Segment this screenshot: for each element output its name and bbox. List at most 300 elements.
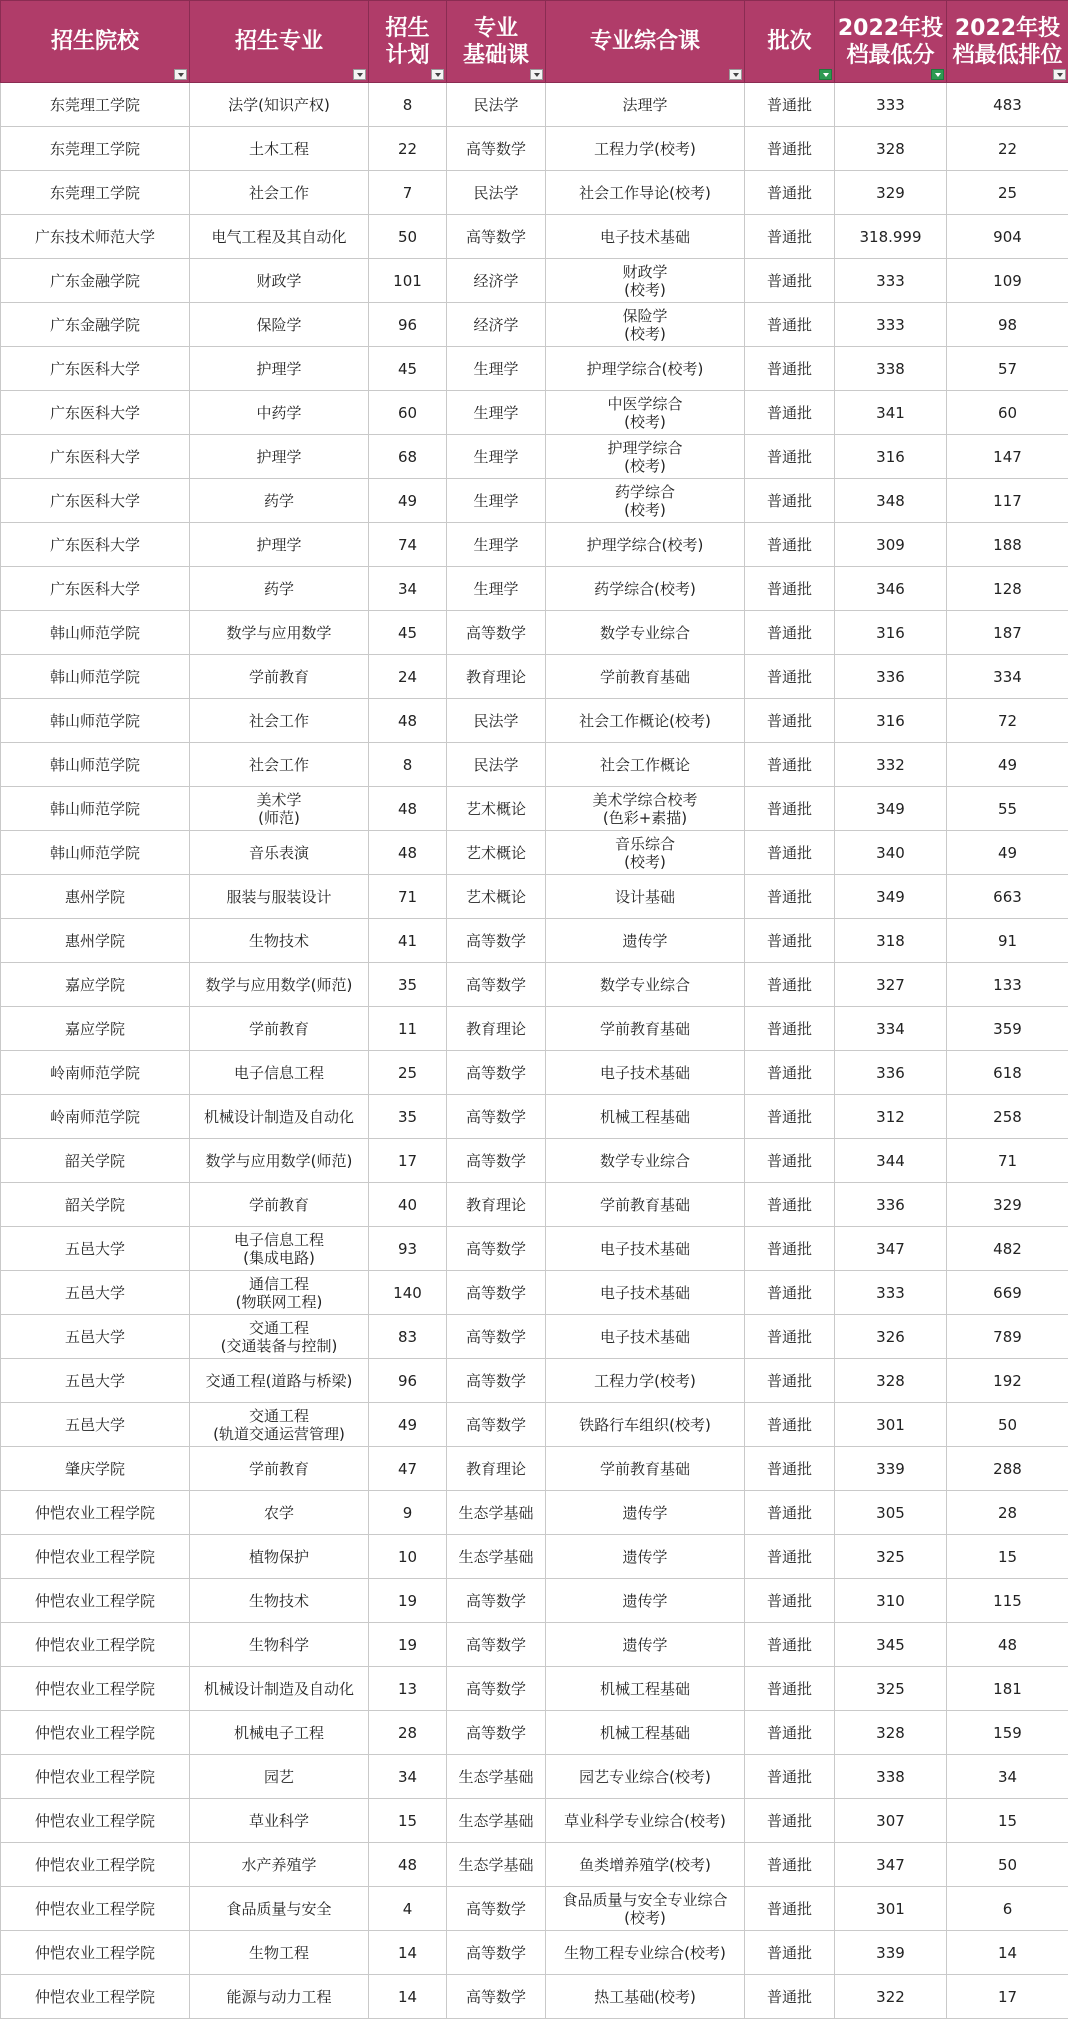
plan-cell[interactable]: 10 <box>369 1535 447 1579</box>
basic-course-cell[interactable]: 高等数学 <box>447 1975 546 2019</box>
min-score-cell[interactable]: 336 <box>835 1051 947 1095</box>
comprehensive-course-cell[interactable]: 工程力学(校考) <box>546 127 745 171</box>
min-rank-cell[interactable]: 49 <box>947 831 1068 875</box>
min-rank-cell[interactable]: 14 <box>947 1931 1068 1975</box>
min-score-cell[interactable]: 333 <box>835 83 947 127</box>
min-rank-cell[interactable]: 50 <box>947 1403 1068 1447</box>
school-cell[interactable]: 五邑大学 <box>1 1271 190 1315</box>
basic-course-cell[interactable]: 艺术概论 <box>447 787 546 831</box>
batch-cell[interactable]: 普通批 <box>745 1095 835 1139</box>
filter-active-icon[interactable] <box>819 69 832 80</box>
school-cell[interactable]: 五邑大学 <box>1 1403 190 1447</box>
min-rank-cell[interactable]: 904 <box>947 215 1068 259</box>
min-score-cell[interactable]: 316 <box>835 699 947 743</box>
min-rank-cell[interactable]: 22 <box>947 127 1068 171</box>
column-header-comprehensive-course[interactable] <box>546 1 745 83</box>
comprehensive-course-cell[interactable]: 机械工程基础 <box>546 1667 745 1711</box>
major-cell[interactable]: 生物技术 <box>190 1579 369 1623</box>
comprehensive-course-cell[interactable]: 药学综合(校考) <box>546 567 745 611</box>
basic-course-cell[interactable]: 高等数学 <box>447 1051 546 1095</box>
school-cell[interactable]: 广东医科大学 <box>1 567 190 611</box>
column-header-school[interactable] <box>1 1 190 83</box>
basic-course-cell[interactable]: 生理学 <box>447 479 546 523</box>
plan-cell[interactable]: 93 <box>369 1227 447 1271</box>
batch-cell[interactable]: 普通批 <box>745 1315 835 1359</box>
column-header-batch[interactable] <box>745 1 835 83</box>
school-cell[interactable]: 嘉应学院 <box>1 963 190 1007</box>
comprehensive-course-cell[interactable]: 学前教育基础 <box>546 655 745 699</box>
basic-course-cell[interactable]: 高等数学 <box>447 1271 546 1315</box>
basic-course-cell[interactable]: 教育理论 <box>447 1447 546 1491</box>
min-rank-cell[interactable]: 258 <box>947 1095 1068 1139</box>
min-rank-cell[interactable]: 159 <box>947 1711 1068 1755</box>
min-score-cell[interactable]: 329 <box>835 171 947 215</box>
min-score-cell[interactable]: 344 <box>835 1139 947 1183</box>
major-cell[interactable]: 护理学 <box>190 523 369 567</box>
school-cell[interactable]: 仲恺农业工程学院 <box>1 1843 190 1887</box>
school-cell[interactable]: 五邑大学 <box>1 1315 190 1359</box>
batch-cell[interactable]: 普通批 <box>745 787 835 831</box>
basic-course-cell[interactable]: 民法学 <box>447 171 546 215</box>
min-score-cell[interactable]: 307 <box>835 1799 947 1843</box>
comprehensive-course-cell[interactable]: 数学专业综合 <box>546 1139 745 1183</box>
min-score-cell[interactable]: 310 <box>835 1579 947 1623</box>
school-cell[interactable]: 广东医科大学 <box>1 435 190 479</box>
plan-cell[interactable]: 45 <box>369 347 447 391</box>
school-cell[interactable]: 仲恺农业工程学院 <box>1 1887 190 1931</box>
comprehensive-course-cell[interactable]: 学前教育基础 <box>546 1447 745 1491</box>
comprehensive-course-cell[interactable]: 工程力学(校考) <box>546 1359 745 1403</box>
major-cell[interactable]: 电气工程及其自动化 <box>190 215 369 259</box>
basic-course-cell[interactable]: 高等数学 <box>447 215 546 259</box>
comprehensive-course-cell[interactable]: 鱼类增养殖学(校考) <box>546 1843 745 1887</box>
major-cell[interactable]: 交通工程 (交通装备与控制) <box>190 1315 369 1359</box>
major-cell[interactable]: 美术学 (师范) <box>190 787 369 831</box>
basic-course-cell[interactable]: 生理学 <box>447 435 546 479</box>
batch-cell[interactable]: 普通批 <box>745 1227 835 1271</box>
min-rank-cell[interactable]: 34 <box>947 1755 1068 1799</box>
major-cell[interactable]: 水产养殖学 <box>190 1843 369 1887</box>
batch-cell[interactable]: 普通批 <box>745 1051 835 1095</box>
school-cell[interactable]: 东莞理工学院 <box>1 127 190 171</box>
min-score-cell[interactable]: 338 <box>835 1755 947 1799</box>
min-score-cell[interactable]: 334 <box>835 1007 947 1051</box>
min-rank-cell[interactable]: 109 <box>947 259 1068 303</box>
basic-course-cell[interactable]: 高等数学 <box>447 1711 546 1755</box>
basic-course-cell[interactable]: 高等数学 <box>447 1623 546 1667</box>
major-cell[interactable]: 保险学 <box>190 303 369 347</box>
basic-course-cell[interactable]: 高等数学 <box>447 1667 546 1711</box>
comprehensive-course-cell[interactable]: 社会工作导论(校考) <box>546 171 745 215</box>
batch-cell[interactable]: 普通批 <box>745 1359 835 1403</box>
major-cell[interactable]: 交通工程(道路与桥梁) <box>190 1359 369 1403</box>
batch-cell[interactable]: 普通批 <box>745 83 835 127</box>
school-cell[interactable]: 韩山师范学院 <box>1 655 190 699</box>
batch-cell[interactable]: 普通批 <box>745 1799 835 1843</box>
min-rank-cell[interactable]: 329 <box>947 1183 1068 1227</box>
min-rank-cell[interactable]: 50 <box>947 1843 1068 1887</box>
min-rank-cell[interactable]: 98 <box>947 303 1068 347</box>
min-rank-cell[interactable]: 482 <box>947 1227 1068 1271</box>
major-cell[interactable]: 机械设计制造及自动化 <box>190 1667 369 1711</box>
major-cell[interactable]: 园艺 <box>190 1755 369 1799</box>
plan-cell[interactable]: 8 <box>369 743 447 787</box>
batch-cell[interactable]: 普通批 <box>745 1535 835 1579</box>
min-score-cell[interactable]: 301 <box>835 1887 947 1931</box>
comprehensive-course-cell[interactable]: 学前教育基础 <box>546 1007 745 1051</box>
basic-course-cell[interactable]: 教育理论 <box>447 1183 546 1227</box>
min-score-cell[interactable]: 332 <box>835 743 947 787</box>
batch-cell[interactable]: 普通批 <box>745 391 835 435</box>
min-score-cell[interactable]: 305 <box>835 1491 947 1535</box>
major-cell[interactable]: 护理学 <box>190 435 369 479</box>
filter-dropdown-icon[interactable] <box>1053 69 1066 80</box>
min-rank-cell[interactable]: 115 <box>947 1579 1068 1623</box>
school-cell[interactable]: 仲恺农业工程学院 <box>1 1799 190 1843</box>
batch-cell[interactable]: 普通批 <box>745 259 835 303</box>
batch-cell[interactable]: 普通批 <box>745 1975 835 2019</box>
major-cell[interactable]: 机械设计制造及自动化 <box>190 1095 369 1139</box>
basic-course-cell[interactable]: 生理学 <box>447 391 546 435</box>
column-header-min-rank[interactable] <box>947 1 1068 83</box>
batch-cell[interactable]: 普通批 <box>745 655 835 699</box>
plan-cell[interactable]: 35 <box>369 963 447 1007</box>
min-score-cell[interactable]: 316 <box>835 435 947 479</box>
comprehensive-course-cell[interactable]: 电子技术基础 <box>546 215 745 259</box>
batch-cell[interactable]: 普通批 <box>745 1007 835 1051</box>
batch-cell[interactable]: 普通批 <box>745 1403 835 1447</box>
min-score-cell[interactable]: 346 <box>835 567 947 611</box>
major-cell[interactable]: 社会工作 <box>190 743 369 787</box>
batch-cell[interactable]: 普通批 <box>745 831 835 875</box>
school-cell[interactable]: 仲恺农业工程学院 <box>1 1711 190 1755</box>
plan-cell[interactable]: 19 <box>369 1579 447 1623</box>
min-rank-cell[interactable]: 60 <box>947 391 1068 435</box>
school-cell[interactable]: 韩山师范学院 <box>1 831 190 875</box>
major-cell[interactable]: 法学(知识产权) <box>190 83 369 127</box>
min-rank-cell[interactable]: 55 <box>947 787 1068 831</box>
plan-cell[interactable]: 49 <box>369 1403 447 1447</box>
comprehensive-course-cell[interactable]: 法理学 <box>546 83 745 127</box>
batch-cell[interactable]: 普通批 <box>745 435 835 479</box>
plan-cell[interactable]: 41 <box>369 919 447 963</box>
min-score-cell[interactable]: 328 <box>835 1359 947 1403</box>
major-cell[interactable]: 学前教育 <box>190 1007 369 1051</box>
plan-cell[interactable]: 71 <box>369 875 447 919</box>
school-cell[interactable]: 惠州学院 <box>1 919 190 963</box>
min-score-cell[interactable]: 347 <box>835 1227 947 1271</box>
major-cell[interactable]: 电子信息工程 <box>190 1051 369 1095</box>
plan-cell[interactable]: 34 <box>369 1755 447 1799</box>
min-score-cell[interactable]: 326 <box>835 1315 947 1359</box>
batch-cell[interactable]: 普通批 <box>745 611 835 655</box>
batch-cell[interactable]: 普通批 <box>745 919 835 963</box>
school-cell[interactable]: 韩山师范学院 <box>1 699 190 743</box>
column-header-basic-course[interactable] <box>447 1 546 83</box>
basic-course-cell[interactable]: 高等数学 <box>447 1579 546 1623</box>
plan-cell[interactable]: 14 <box>369 1931 447 1975</box>
major-cell[interactable]: 护理学 <box>190 347 369 391</box>
major-cell[interactable]: 学前教育 <box>190 1183 369 1227</box>
batch-cell[interactable]: 普通批 <box>745 479 835 523</box>
batch-cell[interactable]: 普通批 <box>745 1843 835 1887</box>
school-cell[interactable]: 韩山师范学院 <box>1 743 190 787</box>
min-rank-cell[interactable]: 188 <box>947 523 1068 567</box>
school-cell[interactable]: 广东技术师范大学 <box>1 215 190 259</box>
plan-cell[interactable]: 15 <box>369 1799 447 1843</box>
min-rank-cell[interactable]: 663 <box>947 875 1068 919</box>
basic-course-cell[interactable]: 生态学基础 <box>447 1843 546 1887</box>
major-cell[interactable]: 服装与服装设计 <box>190 875 369 919</box>
basic-course-cell[interactable]: 生态学基础 <box>447 1491 546 1535</box>
comprehensive-course-cell[interactable]: 电子技术基础 <box>546 1051 745 1095</box>
comprehensive-course-cell[interactable]: 药学综合 (校考) <box>546 479 745 523</box>
min-score-cell[interactable]: 338 <box>835 347 947 391</box>
min-rank-cell[interactable]: 71 <box>947 1139 1068 1183</box>
comprehensive-course-cell[interactable]: 财政学 (校考) <box>546 259 745 303</box>
min-rank-cell[interactable]: 17 <box>947 1975 1068 2019</box>
major-cell[interactable]: 生物技术 <box>190 919 369 963</box>
min-rank-cell[interactable]: 25 <box>947 171 1068 215</box>
min-rank-cell[interactable]: 789 <box>947 1315 1068 1359</box>
plan-cell[interactable]: 83 <box>369 1315 447 1359</box>
school-cell[interactable]: 韶关学院 <box>1 1183 190 1227</box>
batch-cell[interactable]: 普通批 <box>745 1491 835 1535</box>
column-header-major[interactable] <box>190 1 369 83</box>
basic-course-cell[interactable]: 艺术概论 <box>447 831 546 875</box>
min-score-cell[interactable]: 339 <box>835 1931 947 1975</box>
comprehensive-course-cell[interactable]: 机械工程基础 <box>546 1711 745 1755</box>
batch-cell[interactable]: 普通批 <box>745 567 835 611</box>
plan-cell[interactable]: 9 <box>369 1491 447 1535</box>
batch-cell[interactable]: 普通批 <box>745 1183 835 1227</box>
min-rank-cell[interactable]: 181 <box>947 1667 1068 1711</box>
batch-cell[interactable]: 普通批 <box>745 1931 835 1975</box>
min-rank-cell[interactable]: 49 <box>947 743 1068 787</box>
min-score-cell[interactable]: 349 <box>835 875 947 919</box>
comprehensive-course-cell[interactable]: 音乐综合 (校考) <box>546 831 745 875</box>
min-rank-cell[interactable]: 334 <box>947 655 1068 699</box>
plan-cell[interactable]: 47 <box>369 1447 447 1491</box>
min-rank-cell[interactable]: 187 <box>947 611 1068 655</box>
plan-cell[interactable]: 13 <box>369 1667 447 1711</box>
comprehensive-course-cell[interactable]: 中医学综合 (校考) <box>546 391 745 435</box>
comprehensive-course-cell[interactable]: 护理学综合(校考) <box>546 523 745 567</box>
plan-cell[interactable]: 48 <box>369 1843 447 1887</box>
major-cell[interactable]: 生物工程 <box>190 1931 369 1975</box>
min-score-cell[interactable]: 318 <box>835 919 947 963</box>
min-rank-cell[interactable]: 72 <box>947 699 1068 743</box>
plan-cell[interactable]: 96 <box>369 1359 447 1403</box>
batch-cell[interactable]: 普通批 <box>745 1755 835 1799</box>
min-rank-cell[interactable]: 192 <box>947 1359 1068 1403</box>
comprehensive-course-cell[interactable]: 遗传学 <box>546 1491 745 1535</box>
min-rank-cell[interactable]: 6 <box>947 1887 1068 1931</box>
filter-dropdown-icon[interactable] <box>174 69 187 80</box>
plan-cell[interactable]: 17 <box>369 1139 447 1183</box>
school-cell[interactable]: 广东医科大学 <box>1 523 190 567</box>
filter-dropdown-icon[interactable] <box>530 69 543 80</box>
major-cell[interactable]: 土木工程 <box>190 127 369 171</box>
min-rank-cell[interactable]: 91 <box>947 919 1068 963</box>
major-cell[interactable]: 社会工作 <box>190 171 369 215</box>
batch-cell[interactable]: 普通批 <box>745 743 835 787</box>
plan-cell[interactable]: 45 <box>369 611 447 655</box>
comprehensive-course-cell[interactable]: 保险学 (校考) <box>546 303 745 347</box>
major-cell[interactable]: 社会工作 <box>190 699 369 743</box>
min-rank-cell[interactable]: 618 <box>947 1051 1068 1095</box>
min-score-cell[interactable]: 327 <box>835 963 947 1007</box>
min-score-cell[interactable]: 336 <box>835 1183 947 1227</box>
min-score-cell[interactable]: 339 <box>835 1447 947 1491</box>
comprehensive-course-cell[interactable]: 数学专业综合 <box>546 611 745 655</box>
plan-cell[interactable]: 101 <box>369 259 447 303</box>
major-cell[interactable]: 数学与应用数学(师范) <box>190 963 369 1007</box>
school-cell[interactable]: 广东医科大学 <box>1 347 190 391</box>
comprehensive-course-cell[interactable]: 遗传学 <box>546 1623 745 1667</box>
min-score-cell[interactable]: 336 <box>835 655 947 699</box>
comprehensive-course-cell[interactable]: 机械工程基础 <box>546 1095 745 1139</box>
basic-course-cell[interactable]: 高等数学 <box>447 963 546 1007</box>
major-cell[interactable]: 学前教育 <box>190 1447 369 1491</box>
comprehensive-course-cell[interactable]: 食品质量与安全专业综合 (校考) <box>546 1887 745 1931</box>
plan-cell[interactable]: 68 <box>369 435 447 479</box>
basic-course-cell[interactable]: 生理学 <box>447 523 546 567</box>
comprehensive-course-cell[interactable]: 生物工程专业综合(校考) <box>546 1931 745 1975</box>
batch-cell[interactable]: 普通批 <box>745 1271 835 1315</box>
basic-course-cell[interactable]: 生理学 <box>447 567 546 611</box>
school-cell[interactable]: 韶关学院 <box>1 1139 190 1183</box>
filter-active-icon[interactable] <box>931 69 944 80</box>
min-score-cell[interactable]: 325 <box>835 1667 947 1711</box>
batch-cell[interactable]: 普通批 <box>745 347 835 391</box>
batch-cell[interactable]: 普通批 <box>745 699 835 743</box>
batch-cell[interactable]: 普通批 <box>745 1623 835 1667</box>
school-cell[interactable]: 广东医科大学 <box>1 391 190 435</box>
comprehensive-course-cell[interactable]: 草业科学专业综合(校考) <box>546 1799 745 1843</box>
comprehensive-course-cell[interactable]: 遗传学 <box>546 919 745 963</box>
basic-course-cell[interactable]: 高等数学 <box>447 1095 546 1139</box>
min-score-cell[interactable]: 340 <box>835 831 947 875</box>
column-header-plan[interactable] <box>369 1 447 83</box>
min-rank-cell[interactable]: 147 <box>947 435 1068 479</box>
comprehensive-course-cell[interactable]: 遗传学 <box>546 1535 745 1579</box>
batch-cell[interactable]: 普通批 <box>745 1667 835 1711</box>
min-rank-cell[interactable]: 483 <box>947 83 1068 127</box>
school-cell[interactable]: 仲恺农业工程学院 <box>1 1491 190 1535</box>
plan-cell[interactable]: 28 <box>369 1711 447 1755</box>
min-rank-cell[interactable]: 359 <box>947 1007 1068 1051</box>
basic-course-cell[interactable]: 生态学基础 <box>447 1755 546 1799</box>
school-cell[interactable]: 广东金融学院 <box>1 303 190 347</box>
plan-cell[interactable]: 40 <box>369 1183 447 1227</box>
basic-course-cell[interactable]: 艺术概论 <box>447 875 546 919</box>
min-rank-cell[interactable]: 669 <box>947 1271 1068 1315</box>
batch-cell[interactable]: 普通批 <box>745 1711 835 1755</box>
plan-cell[interactable]: 35 <box>369 1095 447 1139</box>
min-score-cell[interactable]: 328 <box>835 1711 947 1755</box>
comprehensive-course-cell[interactable]: 园艺专业综合(校考) <box>546 1755 745 1799</box>
plan-cell[interactable]: 22 <box>369 127 447 171</box>
school-cell[interactable]: 广东医科大学 <box>1 479 190 523</box>
comprehensive-course-cell[interactable]: 社会工作概论 <box>546 743 745 787</box>
plan-cell[interactable]: 25 <box>369 1051 447 1095</box>
comprehensive-course-cell[interactable]: 遗传学 <box>546 1579 745 1623</box>
school-cell[interactable]: 嘉应学院 <box>1 1007 190 1051</box>
batch-cell[interactable]: 普通批 <box>745 1579 835 1623</box>
plan-cell[interactable]: 60 <box>369 391 447 435</box>
batch-cell[interactable]: 普通批 <box>745 1887 835 1931</box>
major-cell[interactable]: 机械电子工程 <box>190 1711 369 1755</box>
batch-cell[interactable]: 普通批 <box>745 215 835 259</box>
basic-course-cell[interactable]: 高等数学 <box>447 1315 546 1359</box>
min-score-cell[interactable]: 347 <box>835 1843 947 1887</box>
filter-dropdown-icon[interactable] <box>353 69 366 80</box>
min-score-cell[interactable]: 312 <box>835 1095 947 1139</box>
plan-cell[interactable]: 48 <box>369 831 447 875</box>
school-cell[interactable]: 仲恺农业工程学院 <box>1 1667 190 1711</box>
min-score-cell[interactable]: 333 <box>835 1271 947 1315</box>
min-score-cell[interactable]: 316 <box>835 611 947 655</box>
min-rank-cell[interactable]: 28 <box>947 1491 1068 1535</box>
school-cell[interactable]: 仲恺农业工程学院 <box>1 1623 190 1667</box>
plan-cell[interactable]: 50 <box>369 215 447 259</box>
batch-cell[interactable]: 普通批 <box>745 171 835 215</box>
plan-cell[interactable]: 24 <box>369 655 447 699</box>
filter-dropdown-icon[interactable] <box>431 69 444 80</box>
major-cell[interactable]: 财政学 <box>190 259 369 303</box>
batch-cell[interactable]: 普通批 <box>745 127 835 171</box>
plan-cell[interactable]: 11 <box>369 1007 447 1051</box>
min-score-cell[interactable]: 333 <box>835 259 947 303</box>
plan-cell[interactable]: 19 <box>369 1623 447 1667</box>
basic-course-cell[interactable]: 生态学基础 <box>447 1535 546 1579</box>
school-cell[interactable]: 岭南师范学院 <box>1 1051 190 1095</box>
comprehensive-course-cell[interactable]: 电子技术基础 <box>546 1227 745 1271</box>
min-score-cell[interactable]: 328 <box>835 127 947 171</box>
school-cell[interactable]: 仲恺农业工程学院 <box>1 1975 190 2019</box>
major-cell[interactable]: 数学与应用数学 <box>190 611 369 655</box>
comprehensive-course-cell[interactable]: 社会工作概论(校考) <box>546 699 745 743</box>
major-cell[interactable]: 食品质量与安全 <box>190 1887 369 1931</box>
school-cell[interactable]: 肇庆学院 <box>1 1447 190 1491</box>
plan-cell[interactable]: 7 <box>369 171 447 215</box>
min-score-cell[interactable]: 345 <box>835 1623 947 1667</box>
min-rank-cell[interactable]: 15 <box>947 1799 1068 1843</box>
min-score-cell[interactable]: 301 <box>835 1403 947 1447</box>
plan-cell[interactable]: 74 <box>369 523 447 567</box>
major-cell[interactable]: 药学 <box>190 479 369 523</box>
batch-cell[interactable]: 普通批 <box>745 963 835 1007</box>
min-rank-cell[interactable]: 117 <box>947 479 1068 523</box>
major-cell[interactable]: 中药学 <box>190 391 369 435</box>
basic-course-cell[interactable]: 经济学 <box>447 303 546 347</box>
school-cell[interactable]: 韩山师范学院 <box>1 611 190 655</box>
basic-course-cell[interactable]: 生态学基础 <box>447 1799 546 1843</box>
school-cell[interactable]: 五邑大学 <box>1 1359 190 1403</box>
comprehensive-course-cell[interactable]: 美术学综合校考 (色彩+素描) <box>546 787 745 831</box>
school-cell[interactable]: 广东金融学院 <box>1 259 190 303</box>
basic-course-cell[interactable]: 民法学 <box>447 699 546 743</box>
comprehensive-course-cell[interactable]: 电子技术基础 <box>546 1271 745 1315</box>
basic-course-cell[interactable]: 高等数学 <box>447 1887 546 1931</box>
major-cell[interactable]: 草业科学 <box>190 1799 369 1843</box>
comprehensive-course-cell[interactable]: 学前教育基础 <box>546 1183 745 1227</box>
min-rank-cell[interactable]: 128 <box>947 567 1068 611</box>
basic-course-cell[interactable]: 高等数学 <box>447 1403 546 1447</box>
plan-cell[interactable]: 8 <box>369 83 447 127</box>
basic-course-cell[interactable]: 民法学 <box>447 83 546 127</box>
